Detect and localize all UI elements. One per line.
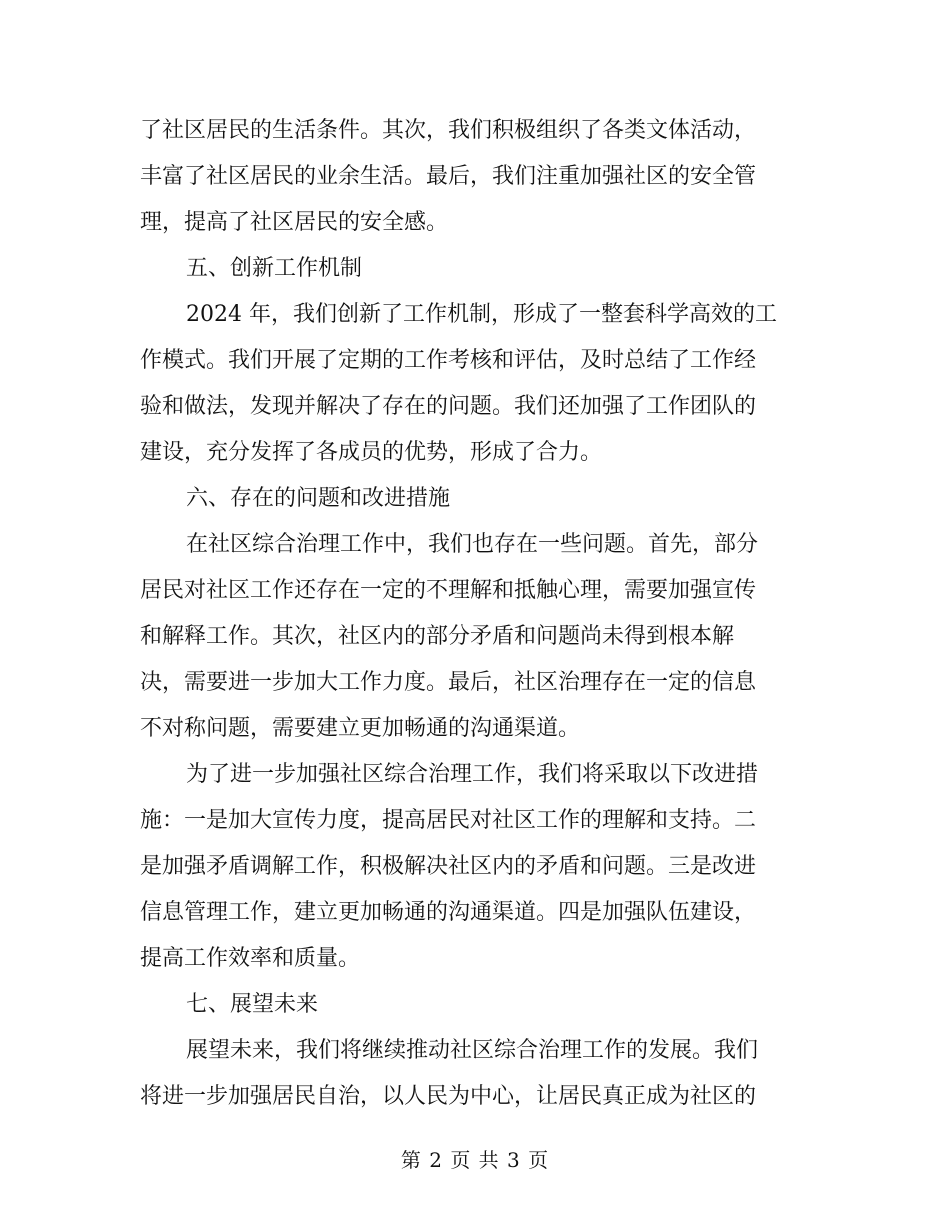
- text-line: 为了进一步加强社区综合治理工作，我们将采取以下改进措: [186, 762, 759, 787]
- text-line: 施：一是加大宣传力度，提高居民对社区工作的理解和支持。二: [140, 808, 757, 833]
- text-line: 五、创新工作机制: [186, 256, 363, 281]
- text-line: 理，提高了社区居民的安全感。: [140, 210, 449, 235]
- text-line: 了社区居民的生活条件。其次，我们积极组织了各类文体活动，: [140, 118, 757, 143]
- text-line: 居民对社区工作还存在一定的不理解和抵触心理，需要加强宣传: [140, 578, 757, 603]
- text-line: 六、存在的问题和改进措施: [186, 486, 451, 511]
- document-body: [140, 108, 805, 1120]
- text-line: 不对称问题，需要建立更加畅通的沟通渠道。: [140, 716, 581, 741]
- text-line: 丰富了社区居民的业余生活。最后，我们注重加强社区的安全管: [140, 164, 757, 189]
- text-line: 作模式。我们开展了定期的工作考核和评估，及时总结了工作经: [140, 348, 757, 373]
- text-line: 展望未来，我们将继续推动社区综合治理工作的发展。我们: [186, 1038, 759, 1063]
- text-line: 决，需要进一步加大工作力度。最后，社区治理存在一定的信息: [140, 670, 757, 695]
- text-line: 验和做法，发现并解决了存在的问题。我们还加强了工作团队的: [140, 394, 757, 419]
- text-line: 提高工作效率和质量。: [140, 946, 361, 971]
- text-line: 是加强矛盾调解工作，积极解决社区内的矛盾和问题。三是改进: [140, 854, 757, 879]
- text-line: 建设，充分发挥了各成员的优势，形成了合力。: [140, 440, 603, 465]
- text-line: 在社区综合治理工作中，我们也存在一些问题。首先，部分: [186, 532, 759, 557]
- page-footer: 第 2 页 共 3 页: [400, 1148, 550, 1172]
- text-line: 七、展望未来: [186, 992, 319, 1017]
- text-line: 信息管理工作，建立更加畅通的沟通渠道。四是加强队伍建设，: [140, 900, 757, 925]
- text-line: 2024 年，我们创新了工作机制，形成了一整套科学高效的工: [186, 302, 777, 327]
- text-line: 和解释工作。其次，社区内的部分矛盾和问题尚未得到根本解: [140, 624, 735, 649]
- text-line: 将进一步加强居民自治，以人民为中心，让居民真正成为社区的: [140, 1084, 757, 1109]
